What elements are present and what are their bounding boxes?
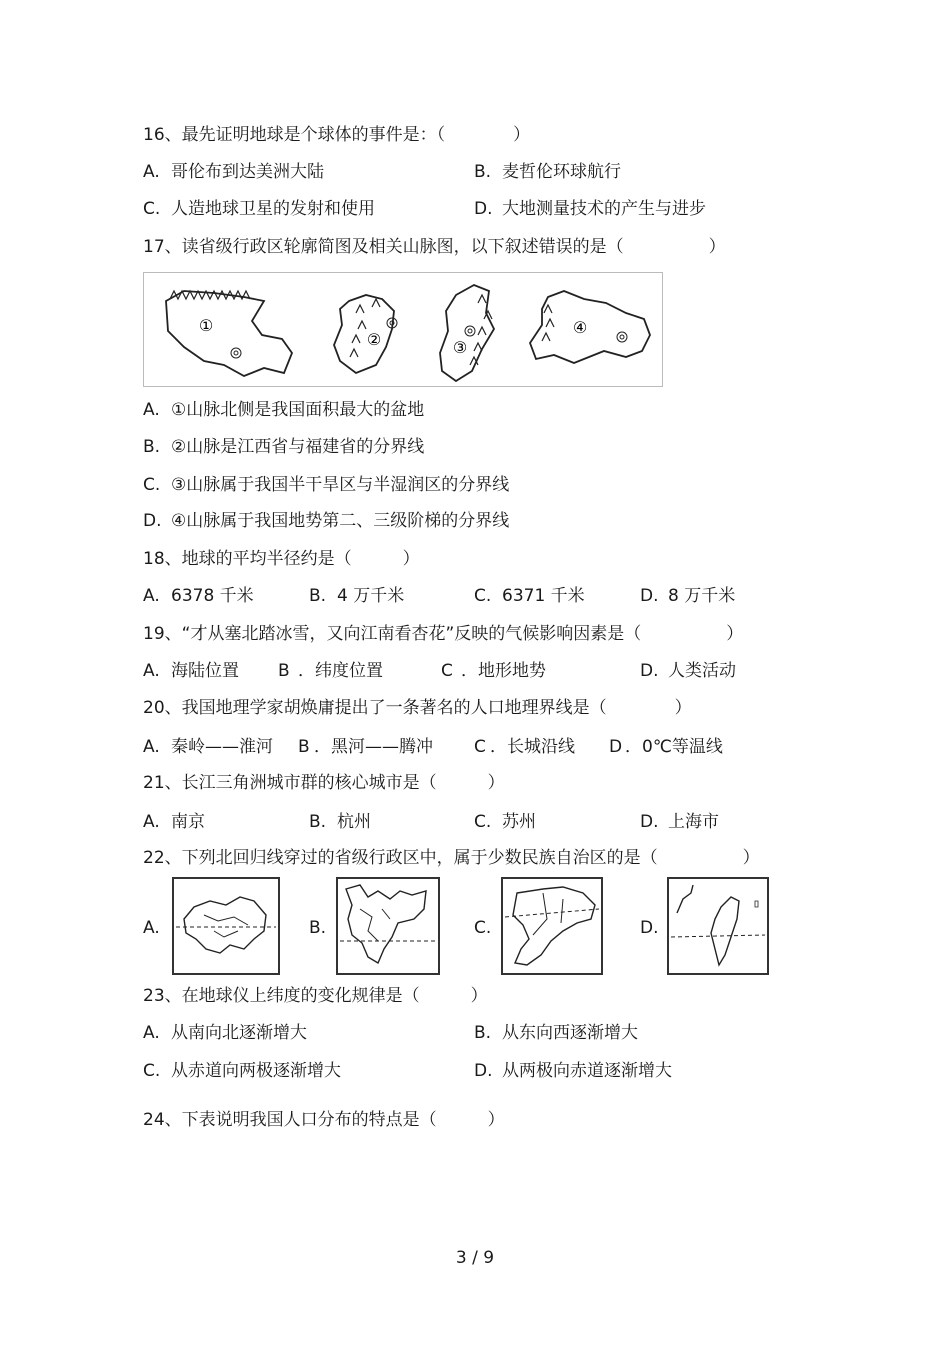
q18-option-a[interactable]: A. 6378 千米 bbox=[143, 586, 254, 606]
q19-option-b[interactable]: B ．纬度位置 bbox=[278, 661, 383, 681]
question-19-stem: 19、“才从塞北踏冰雪，又向江南看杏花”反映的气候影响因素是（ ） bbox=[143, 624, 744, 644]
q16-option-c[interactable]: C. 人造地球卫星的发射和使用 bbox=[143, 199, 375, 219]
question-16-stem: 16、最先证明地球是个球体的事件是：（ ） bbox=[143, 125, 531, 145]
q19-option-d[interactable]: D. 人类活动 bbox=[640, 661, 736, 681]
q22-option-b-map[interactable] bbox=[336, 877, 440, 975]
q22-option-c-map[interactable] bbox=[501, 877, 603, 975]
q21-option-c[interactable]: C. 苏州 bbox=[474, 812, 536, 832]
q23-option-b[interactable]: B. 从东向西逐渐增大 bbox=[474, 1023, 638, 1043]
q22-option-d-map[interactable] bbox=[667, 877, 769, 975]
q23-option-a[interactable]: A. 从南向北逐渐增大 bbox=[143, 1023, 307, 1043]
q16-option-b[interactable]: B. 麦哲伦环球航行 bbox=[474, 162, 621, 182]
q20-option-b[interactable]: B ．黑河——腾冲 bbox=[298, 737, 433, 757]
question-22-stem: 22、下列北回归线穿过的省级行政区中，属于少数民族自治区的是（ ） bbox=[143, 848, 760, 868]
q20-option-d[interactable]: D ．0℃等温线 bbox=[609, 737, 723, 757]
mountain-icon bbox=[470, 295, 492, 365]
q22-option-a-map[interactable] bbox=[172, 877, 280, 975]
q21-option-d[interactable]: D. 上海市 bbox=[640, 812, 719, 832]
q19-option-a[interactable]: A. 海陆位置 bbox=[143, 661, 239, 681]
province-outline-2 bbox=[334, 295, 394, 373]
question-17-stem: 17、读省级行政区轮廓简图及相关山脉图，以下叙述错误的是（ ） bbox=[143, 237, 726, 257]
q17-option-c[interactable]: C. ③山脉属于我国半干旱区与半湿润区的分界线 bbox=[143, 475, 510, 495]
q20-option-c[interactable]: C ．长城沿线 bbox=[474, 737, 575, 757]
page-number: 3 / 9 bbox=[455, 1248, 495, 1268]
q21-option-a[interactable]: A. 南京 bbox=[143, 812, 205, 832]
q23-option-c[interactable]: C. 从赤道向两极逐渐增大 bbox=[143, 1061, 341, 1081]
question-18-stem: 18、地球的平均半径约是（ ） bbox=[143, 549, 420, 569]
q22-option-a-letter[interactable]: A. bbox=[143, 918, 160, 938]
map-label-2: ② bbox=[366, 330, 382, 349]
province-map-a bbox=[174, 879, 278, 973]
q16-option-a[interactable]: A. 哥伦布到达美洲大陆 bbox=[143, 162, 324, 182]
province-map-d bbox=[669, 879, 767, 973]
q16-option-d[interactable]: D. 大地测量技术的产生与进步 bbox=[474, 199, 706, 219]
q20-option-a[interactable]: A. 秦岭——淮河 bbox=[143, 737, 273, 757]
province-map-b bbox=[338, 879, 438, 973]
q19-option-c[interactable]: C ．地形地势 bbox=[441, 661, 546, 681]
province-mountain-figure bbox=[143, 272, 663, 387]
province-outline-1 bbox=[166, 291, 292, 376]
question-20-stem: 20、我国地理学家胡焕庸提出了一条著名的人口地理界线是（ ） bbox=[143, 698, 692, 718]
province-outlines-svg bbox=[144, 273, 662, 386]
mountain-symbols bbox=[170, 291, 554, 365]
question-23-stem: 23、在地球仪上纬度的变化规律是（ ） bbox=[143, 986, 488, 1006]
q18-option-b[interactable]: B. 4 万千米 bbox=[309, 586, 405, 606]
map-label-1: ① bbox=[198, 316, 214, 335]
q23-option-d[interactable]: D. 从两极向赤道逐渐增大 bbox=[474, 1061, 672, 1081]
q17-option-d[interactable]: D. ④山脉属于我国地势第二、三级阶梯的分界线 bbox=[143, 511, 510, 531]
province-outline-4 bbox=[530, 291, 650, 363]
province-outline-3 bbox=[440, 285, 494, 381]
q17-option-a[interactable]: A. ①山脉北侧是我国面积最大的盆地 bbox=[143, 400, 425, 420]
q22-option-b-letter[interactable]: B. bbox=[309, 918, 327, 938]
q18-option-d[interactable]: D. 8 万千米 bbox=[640, 586, 736, 606]
map-label-4: ④ bbox=[572, 318, 588, 337]
q22-option-c-letter[interactable]: C. bbox=[474, 918, 492, 938]
question-21-stem: 21、长江三角洲城市群的核心城市是（ ） bbox=[143, 773, 505, 793]
mountain-icon bbox=[542, 305, 554, 341]
q21-option-b[interactable]: B. 杭州 bbox=[309, 812, 371, 832]
q18-option-c[interactable]: C. 6371 千米 bbox=[474, 586, 585, 606]
province-map-c bbox=[503, 879, 601, 973]
map-label-3: ③ bbox=[452, 338, 468, 357]
question-24-stem: 24、下表说明我国人口分布的特点是（ ） bbox=[143, 1110, 505, 1130]
q22-option-d-letter[interactable]: D. bbox=[640, 918, 659, 938]
q17-option-b[interactable]: B. ②山脉是江西省与福建省的分界线 bbox=[143, 437, 425, 457]
